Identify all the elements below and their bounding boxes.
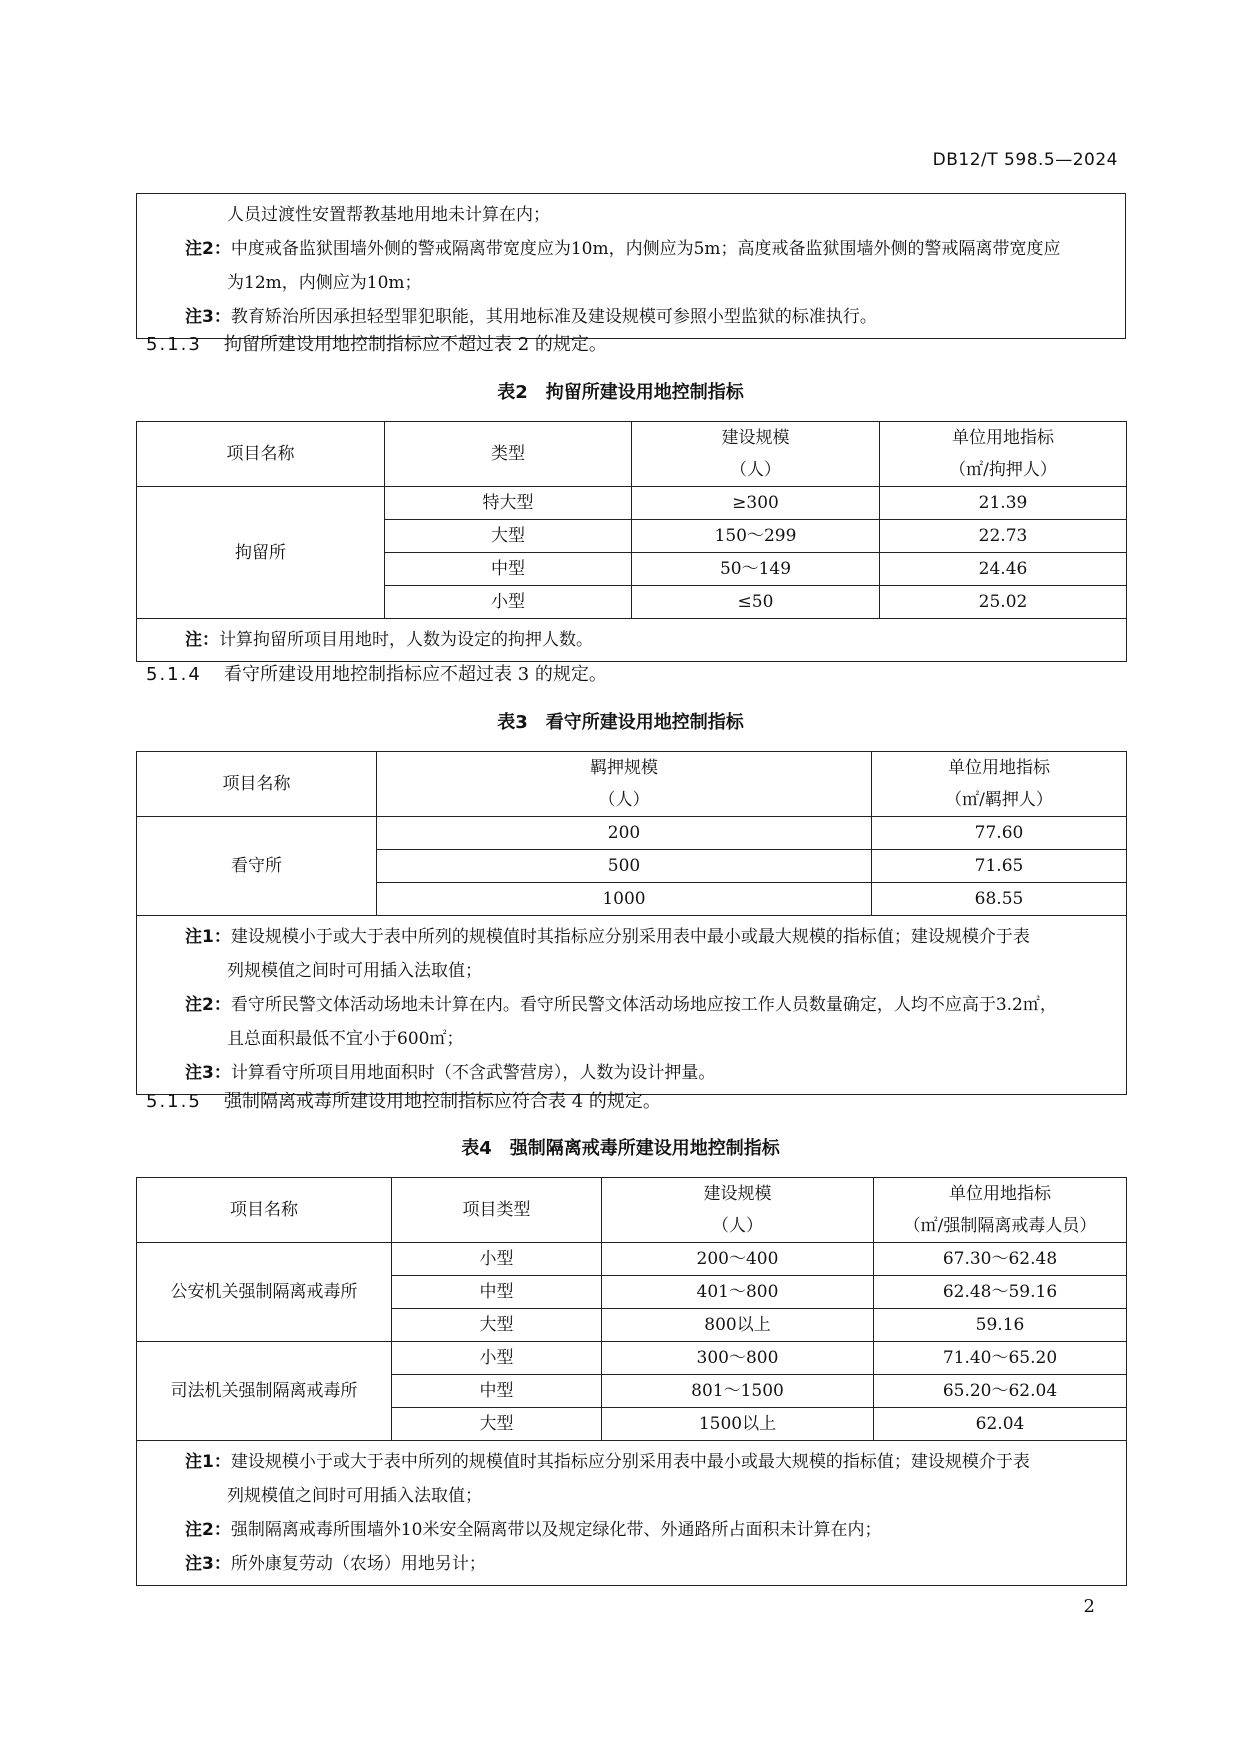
group-cell: 看守所 xyxy=(137,817,377,916)
table-header-row xyxy=(137,422,1127,487)
header-cell: 建设规模 （人） xyxy=(602,1178,874,1243)
header-cell: 项目名称 xyxy=(137,422,385,487)
cell: 中型 xyxy=(392,1375,602,1408)
table-row xyxy=(137,1342,1127,1375)
table-header-row xyxy=(137,752,1127,817)
table4 xyxy=(136,1177,1127,1586)
document-code: DB12/T 598.5—2024 xyxy=(932,150,1118,170)
table-note-row xyxy=(137,916,1127,1095)
clause-5-1-3: 5.1.3 拘留所建设用地控制指标应不超过表 2 的规定。 xyxy=(146,334,607,355)
cell: 200 xyxy=(377,817,872,850)
table-note: 注1：建设规模小于或大于表中所列的规模值时其指标应分别采用表中最小或最大规模的指标值；建设规模介于表 列规模值之间时可用插入法取值； 注2：强制隔离戒毒所围墙外10米安全隔离带以及规定绿化带、外通路所占面积未计算在内； 注3：所外康复劳动（农场）用地另计； xyxy=(137,1441,1127,1586)
cell: 65.20～62.04 xyxy=(874,1375,1127,1408)
cell: 50～149 xyxy=(632,553,880,586)
cell: 77.60 xyxy=(872,817,1127,850)
cell: 中型 xyxy=(392,1276,602,1309)
cell: ≥300 xyxy=(632,487,880,520)
table2 xyxy=(136,421,1127,662)
table2-caption: 表2 拘留所建设用地控制指标 xyxy=(497,382,744,403)
header-cell: 项目名称 xyxy=(137,1178,392,1243)
cell: 大型 xyxy=(392,1408,602,1441)
header-cell: 单位用地指标 （㎡/强制隔离戒毒人员） xyxy=(874,1178,1127,1243)
cell: 1500以上 xyxy=(602,1408,874,1441)
page-number: 2 xyxy=(1083,1596,1095,1617)
cell: 62.48～59.16 xyxy=(874,1276,1127,1309)
table3-caption: 表3 看守所建设用地控制指标 xyxy=(497,712,744,733)
cell: 小型 xyxy=(385,586,632,619)
table3 xyxy=(136,751,1127,1095)
note-3: 注3：教育矫治所因承担轻型罪犯职能，其用地标准及建设规模可参照小型监狱的标准执行。 xyxy=(185,307,877,327)
header-cell: 单位用地指标 （㎡/羁押人） xyxy=(872,752,1127,817)
cell: 小型 xyxy=(392,1342,602,1375)
table-note: 注1：建设规模小于或大于表中所列的规模值时其指标应分别采用表中最小或最大规模的指标值；建设规模介于表 列规模值之间时可用插入法取值； 注2：看守所民警文体活动场地未计算在内。看守所民警文体活动场地应按工作人员数量确定，人均不应高于3.2㎡， 且总面积最低不宜小于600㎡； 注3：计算看守所项目用地面积时（不含武警营房），人数为设计押量。 xyxy=(137,916,1127,1095)
group-cell: 公安机关强制隔离戒毒所 xyxy=(137,1243,392,1342)
table-row xyxy=(137,487,1127,520)
cell: 24.46 xyxy=(880,553,1127,586)
table-note: 注：计算拘留所项目用地时，人数为设定的拘押人数。 xyxy=(137,619,1127,662)
cell: 401～800 xyxy=(602,1276,874,1309)
table-note-row xyxy=(137,619,1127,662)
group-cell: 司法机关强制隔离戒毒所 xyxy=(137,1342,392,1441)
header-cell: 项目名称 xyxy=(137,752,377,817)
cell: 150～299 xyxy=(632,520,880,553)
table-note-row xyxy=(137,1441,1127,1586)
cell: ≤50 xyxy=(632,586,880,619)
note-line: 人员过渡性安置帮教基地用地未计算在内； xyxy=(227,205,550,225)
table-header-row xyxy=(137,1178,1127,1243)
cell: 200～400 xyxy=(602,1243,874,1276)
header-cell: 羁押规模 （人） xyxy=(377,752,872,817)
cell: 71.65 xyxy=(872,850,1127,883)
group-cell: 拘留所 xyxy=(137,487,385,619)
continued-notes xyxy=(137,194,1126,339)
cell: 801～1500 xyxy=(602,1375,874,1408)
cell: 68.55 xyxy=(872,883,1127,916)
cell: 59.16 xyxy=(874,1309,1127,1342)
note-2-cont: 为12m，内侧应为10m； xyxy=(227,273,422,293)
cell: 22.73 xyxy=(880,520,1127,553)
cell: 1000 xyxy=(377,883,872,916)
clause-5-1-4: 5.1.4 看守所建设用地控制指标应不超过表 3 的规定。 xyxy=(146,664,607,685)
header-cell: 建设规模 （人） xyxy=(632,422,880,487)
header-cell: 项目类型 xyxy=(392,1178,602,1243)
cell: 小型 xyxy=(392,1243,602,1276)
table-row xyxy=(137,1243,1127,1276)
cell: 500 xyxy=(377,850,872,883)
cell: 300～800 xyxy=(602,1342,874,1375)
table4-caption: 表4 强制隔离戒毒所建设用地控制指标 xyxy=(461,1138,780,1159)
cell: 25.02 xyxy=(880,586,1127,619)
note-2: 注2：中度戒备监狱围墙外侧的警戒隔离带宽度应为10m，内侧应为5m；高度戒备监狱围墙外侧的警戒隔离带宽度应 xyxy=(185,239,1061,259)
cell: 71.40～65.20 xyxy=(874,1342,1127,1375)
cell: 中型 xyxy=(385,553,632,586)
header-cell: 单位用地指标 （㎡/拘押人） xyxy=(880,422,1127,487)
clause-5-1-5: 5.1.5 强制隔离戒毒所建设用地控制指标应符合表 4 的规定。 xyxy=(146,1091,661,1112)
cell: 大型 xyxy=(392,1309,602,1342)
continued-notes-box xyxy=(136,193,1126,339)
header-cell: 类型 xyxy=(385,422,632,487)
cell: 大型 xyxy=(385,520,632,553)
cell: 特大型 xyxy=(385,487,632,520)
cell: 67.30～62.48 xyxy=(874,1243,1127,1276)
cell: 21.39 xyxy=(880,487,1127,520)
cell: 800以上 xyxy=(602,1309,874,1342)
table-row xyxy=(137,817,1127,850)
cell: 62.04 xyxy=(874,1408,1127,1441)
